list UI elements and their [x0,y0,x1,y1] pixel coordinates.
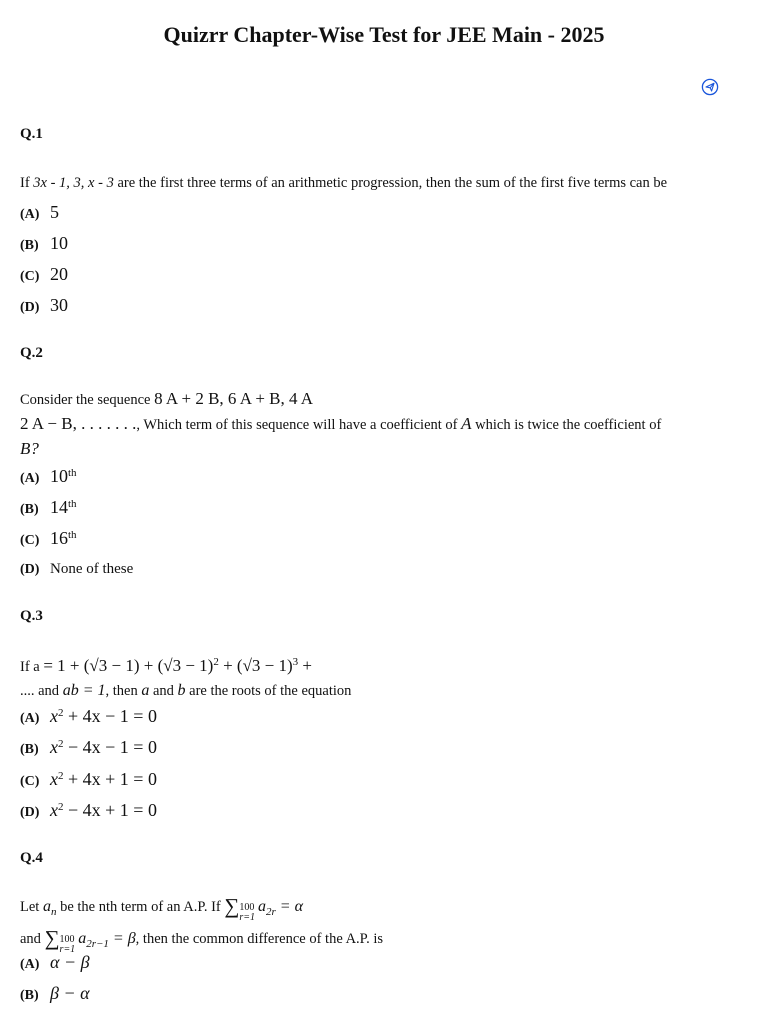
option-lhs: x [50,706,58,726]
option-key: (D) [20,300,40,315]
question-3-label: Q.3 [20,608,43,624]
q4-sum-1-symbol: ∑ [224,894,240,918]
q3-stem-math-2: + (√3 − 1) [218,655,293,675]
q2-sequence-line-1: 8 A + 2 B, 6 A + B, 4 A [154,389,314,408]
q2-option-c[interactable] [20,528,77,549]
q4-a-n: a [42,898,51,915]
q3-stem-math-1: = 1 + (√3 − 1) + (√3 − 1) [43,655,214,675]
q4-sum-1-eq: = α [275,898,303,915]
option-key: (B) [20,238,39,253]
option-key: (B) [20,988,39,1003]
q2-option-a[interactable] [20,466,77,487]
option-rhs: + 4x − 1 = 0 [63,706,157,726]
option-superscript: th [68,529,77,541]
option-superscript: 2 [58,770,64,782]
q3-line2-mid: , then [105,682,142,699]
option-rhs: − 4x − 1 = 0 [63,737,157,757]
q2-stem-mid2: which is twice the coefficient of [471,417,662,433]
option-value: 30 [50,295,68,315]
q4-line2-pre: and [20,930,45,947]
option-superscript: 2 [58,707,64,719]
option-superscript: th [68,498,77,510]
q4-sum-1-term: a [258,898,267,915]
q3-line2-post: are the roots of the equation [185,682,352,699]
q2-sequence-line-2: 2 A − B, . . . . . . . [20,414,137,433]
option-superscript: th [68,467,77,479]
q4-sum-1-limits [239,903,255,923]
option-superscript: 2 [58,801,64,813]
q4-sum-2-term: a [78,929,87,947]
option-key: (A) [20,711,40,726]
q3-stem-pre: If a [20,658,44,675]
q4-option-b[interactable] [20,983,90,1004]
question-1-label: Q.1 [20,126,43,142]
q3-option-d[interactable] [20,800,157,821]
option-superscript: 2 [58,738,64,750]
q1-option-c[interactable] [20,264,68,285]
q3-option-b[interactable] [20,737,157,758]
q2-var-a: A [461,414,472,433]
q3-line2-math: ab = 1 [62,681,106,699]
option-number: 16 [50,528,68,548]
q1-option-b[interactable] [20,233,68,254]
option-value: β − α [50,983,90,1003]
page-title: Quizrr Chapter-Wise Test for JEE Main - 2025 [163,22,605,47]
option-value: None of these [50,561,134,577]
q4-sum-2-upper: 100 [59,933,75,945]
option-key: (D) [20,805,40,820]
option-lhs: x [50,800,58,820]
q4-sum-2-sub: 2r−1 [86,937,109,950]
option-lhs: x [50,737,58,757]
q1-option-d[interactable] [20,295,68,316]
q3-option-a[interactable] [20,706,157,727]
q4-sum-1-sub: 2r [266,905,276,918]
option-key: (C) [20,269,40,284]
q3-var-b: b [177,681,186,699]
q3-line2-pre: .... and [20,682,63,699]
option-rhs: − 4x + 1 = 0 [63,800,157,820]
q1-stem-post: are the first three terms of an arithmetic progression, then the sum of the first five terms can be [113,175,668,191]
q1-stem-pre: If [20,175,34,191]
q3-power-2: 2 [213,656,219,668]
q4-sum-2-symbol: ∑ [44,925,60,950]
question-2-stem [20,387,755,462]
q1-stem-math: 3x - 1, 3, x - 3 [33,175,114,191]
option-key: (A) [20,471,40,486]
option-lhs: x [50,769,58,789]
option-key: (C) [20,774,40,789]
q4-sum-1-upper: 100 [239,902,255,913]
option-key: (D) [20,562,40,577]
question-3-stem [20,651,755,703]
q3-power-3: 3 [292,656,299,668]
q4-sum-2-lower: r=1 [59,943,76,955]
option-number: 14 [50,497,68,517]
question-4-stem [20,893,755,957]
option-value: 5 [50,202,59,222]
q3-stem-math-3: + [298,655,313,675]
question-4-label: Q.4 [20,850,43,866]
share-arrow-icon[interactable] [701,78,719,96]
q4-line1-mid: be the nth term of an A.P. If [56,899,225,915]
question-2-label: Q.2 [20,345,43,361]
question-1-stem [20,172,755,195]
option-value: 10 [50,233,68,253]
option-rhs: + 4x + 1 = 0 [63,769,157,789]
q2-option-d[interactable] [20,561,133,578]
option-number: 10 [50,466,68,486]
q4-line1-pre: Let [20,899,43,915]
q1-option-a[interactable] [20,202,59,223]
option-key: (B) [20,742,39,757]
option-key: (A) [20,957,40,972]
option-value: 20 [50,264,68,284]
option-key: (C) [20,533,40,548]
option-key: (A) [20,207,40,222]
option-key: (B) [20,502,39,517]
q2-stem-pre: Consider the sequence [20,392,155,408]
q4-sum-1-lower: r=1 [239,912,256,923]
q2-stem-mid: , Which term of this sequence will have a coefficient of [136,417,462,433]
q4-line2-post: , then the common difference of the A.P. is [135,930,384,947]
option-value: α − β [50,952,90,972]
q3-line2-and: and [149,682,178,699]
q4-sum-2-eq: = β [108,929,136,947]
q3-var-a: a [141,681,150,699]
q4-a-n-sub: n [50,905,57,918]
q2-option-b[interactable] [20,497,77,518]
q2-var-b: B? [20,439,39,458]
q3-option-c[interactable] [20,769,157,790]
q4-option-a[interactable] [20,952,90,973]
